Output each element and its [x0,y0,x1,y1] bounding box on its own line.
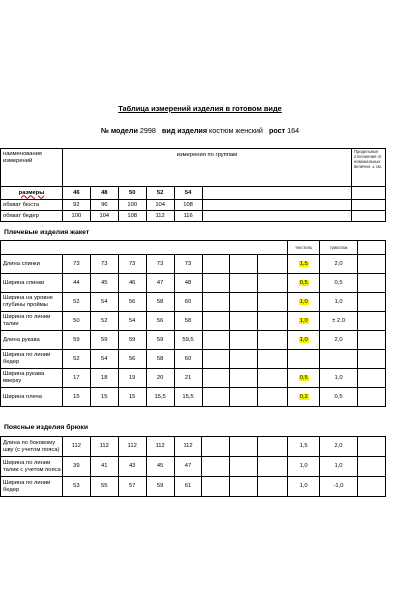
document-title: Таблица измерений изделия в готовом виде [118,104,282,113]
measurement-value: 15,5 [174,388,202,407]
textile-tolerance: 0,5 [288,369,320,388]
groups-header: измерения по группам [62,149,351,187]
measurement-value: 55 [90,477,118,497]
textile-tolerance: 0,2 [288,388,320,407]
trousers-section-title: Поясные изделия брюки [4,424,89,431]
measurement-value: 15 [62,388,90,407]
measurement-value: 57 [118,477,146,497]
measurement-value: 43 [118,457,146,477]
measurement-value: 15 [90,388,118,407]
knit-tolerance: 2,0 [320,331,358,350]
table-row [1,457,386,477]
table-row [1,477,386,497]
measurement-value: 56 [118,350,146,369]
measurement-value: 19 [118,369,146,388]
table-row [1,437,386,457]
size-cell: 46 [62,187,90,200]
measurement-value: 58 [174,312,202,331]
measurement-value: 48 [174,274,202,293]
measurement-value: 112 [174,437,202,457]
textile-tolerance: 1,0 [288,293,320,312]
measurement-value: 45 [90,274,118,293]
measurement-value: 56 [146,312,174,331]
table-row [1,274,386,293]
measurement-name: Длина по боковому шву (с учетом пояса) [1,437,63,457]
measurement-value: 73 [118,255,146,274]
measurement-value: 17 [62,369,90,388]
measurement-value: 47 [146,274,174,293]
measurement-value: 20 [146,369,174,388]
measurement-value: 73 [62,255,90,274]
knit-tolerance: -1,0 [320,477,358,497]
measurement-value: 59,5 [174,331,202,350]
trousers-table [0,436,386,497]
knit-tolerance: 2,0 [320,437,358,457]
table-row [1,369,386,388]
measurement-value: 41 [90,457,118,477]
tolerance-header: Предельные отклонения от номинальных величин, ± см. [351,149,385,187]
measurement-name: Ширина по линии бедер [1,477,63,497]
knit-header: трикотаж [320,241,358,255]
table-row [1,312,386,331]
measurement-value: 47 [174,457,202,477]
measurement-value: 54 [118,312,146,331]
textile-tolerance: 1,0 [288,477,320,497]
knit-tolerance: 1,0 [320,293,358,312]
measurement-value: 59 [90,331,118,350]
measurement-value: 112 [62,437,90,457]
jacket-section-title: Плечевые изделия жакет [4,229,90,236]
textile-tolerance: 1,0 [288,457,320,477]
measurement-value: 45 [146,457,174,477]
measurement-value: 59 [146,477,174,497]
measurement-value: 73 [90,255,118,274]
table-row: обхват бюста 92 96 100 104 108 [1,200,386,211]
textile-tolerance [288,350,320,369]
model-line: № модели 2998 вид изделия костюм женский рост 164 [100,126,300,135]
measurement-value: 53 [62,477,90,497]
size-cell: 48 [90,187,118,200]
measurement-name: Ширина по линии талии с учетом пояса [1,457,63,477]
knit-tolerance: ± 2,0 [320,312,358,331]
table-row [1,350,386,369]
measurement-value: 112 [146,437,174,457]
measurement-value: 60 [174,293,202,312]
measurement-value: 39 [62,457,90,477]
measurement-value: 73 [146,255,174,274]
textile-header: текстиль [288,241,320,255]
textile-tolerance: 1,0 [288,331,320,350]
size-cell: 52 [146,187,174,200]
measurement-value: 60 [174,350,202,369]
measurement-name: Ширина плеча [1,388,63,407]
sizes-table [0,148,386,222]
measurement-value: 56 [118,293,146,312]
size-cell: 50 [118,187,146,200]
size-cell: 54 [174,187,202,200]
table-row [1,388,386,407]
measurement-value: 46 [118,274,146,293]
knit-tolerance [320,350,358,369]
measurement-value: 112 [118,437,146,457]
measurement-value: 59 [146,331,174,350]
table-row [1,293,386,312]
measurement-name: Длина рукава [1,331,63,350]
measurement-value: 50 [62,312,90,331]
measurement-name: Ширина рукава вверху [1,369,63,388]
table-row: обхват бедер 100 104 108 112 116 [1,211,386,222]
measurement-value: 44 [62,274,90,293]
measurement-value: 52 [62,350,90,369]
measurement-value: 52 [90,312,118,331]
knit-tolerance: 1,0 [320,457,358,477]
knit-tolerance: 0,5 [320,274,358,293]
knit-tolerance: 2,0 [320,255,358,274]
jacket-table [0,240,386,407]
measurement-value: 59 [118,331,146,350]
measurement-value: 15 [118,388,146,407]
textile-tolerance: 1,5 [288,437,320,457]
textile-tolerance: 1,0 [288,312,320,331]
size-row [1,187,386,200]
table-row [1,331,386,350]
measurement-name: Ширина на уровне глубины проймы [1,293,63,312]
measurement-value: 58 [146,293,174,312]
textile-tolerance: 0,5 [288,274,320,293]
measurement-name: Длина спинки [1,255,63,274]
measurement-value: 21 [174,369,202,388]
measurement-value: 58 [146,350,174,369]
measurement-value: 54 [90,350,118,369]
size-label: размеры [18,189,45,196]
measurement-value: 54 [90,293,118,312]
measurement-value: 73 [174,255,202,274]
measurement-name: Ширина спинки [1,274,63,293]
measurement-value: 112 [90,437,118,457]
measurement-value: 52 [62,293,90,312]
measurement-value: 18 [90,369,118,388]
table-row [1,255,386,274]
textile-tolerance: 1,5 [288,255,320,274]
measurement-value: 61 [174,477,202,497]
measurement-value: 59 [62,331,90,350]
measurement-name: Ширина по линии талии [1,312,63,331]
measurement-name: Ширина по линии бедер [1,350,63,369]
name-header: наименование измерений [1,149,63,187]
knit-tolerance: 1,0 [320,369,358,388]
measurement-value: 15,5 [146,388,174,407]
knit-tolerance: 0,5 [320,388,358,407]
